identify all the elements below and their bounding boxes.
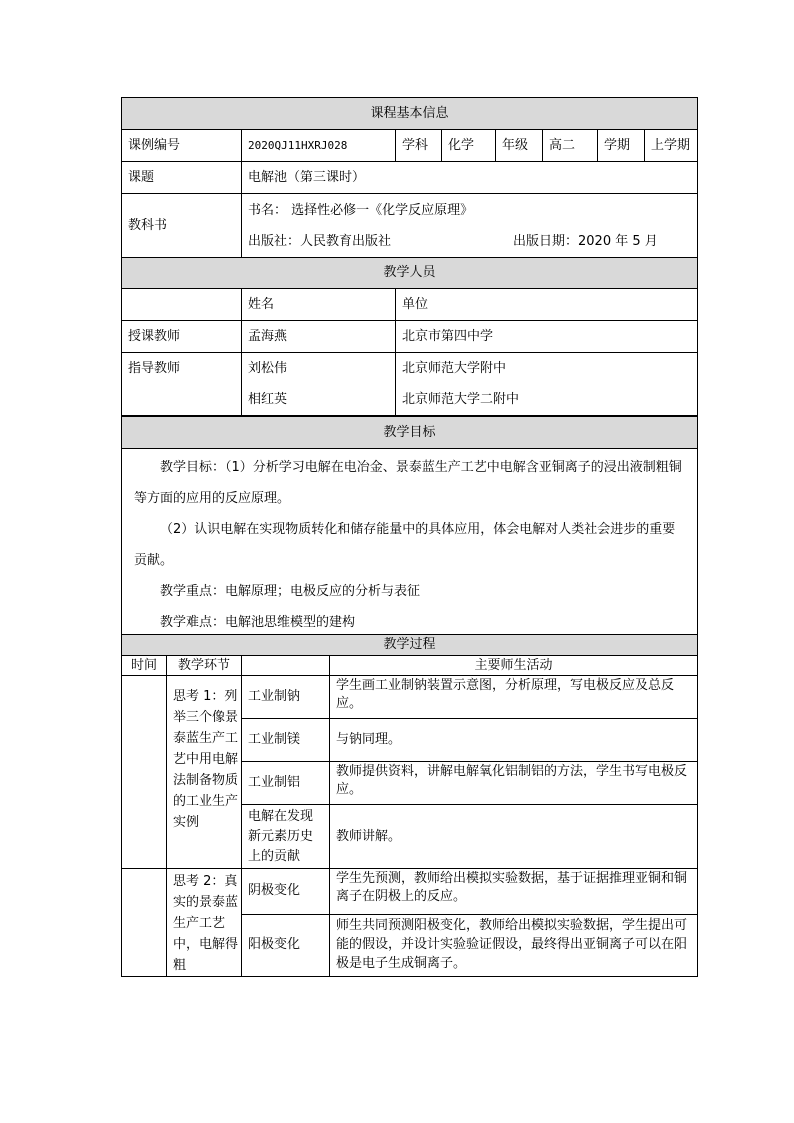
activity: 学生先预测，教师给出模拟实验数据，基于证据推理亚铜和铜离子在阴极上的反应。 [330,869,698,915]
term-label: 学期 [598,130,645,162]
grade-label: 年级 [496,130,543,162]
col-activity-header: 主要师生活动 [330,656,698,676]
col-step-header: 教学环节 [167,656,242,676]
staff-name: 孟海燕 [242,321,396,353]
subject-value: 化学 [442,130,496,162]
time-cell [122,676,167,869]
activity: 与钠同理。 [330,719,698,762]
section-process: 教学过程 [122,635,698,656]
staff-unit: 北京市第四中学 [396,321,698,353]
term-value: 上学期 [645,130,698,162]
staff-unit: 北京师范大学附中 [402,361,507,376]
course-info-table [121,97,698,258]
section-staff: 教学人员 [122,258,698,289]
section-basic-info: 课程基本信息 [122,98,698,130]
activity: 学生画工业制钠装置示意图，分析原理，写电极反应及总反应。 [330,676,698,719]
case-no-label: 课例编号 [122,130,242,162]
activity: 师生共同预测阳极变化，教师给出模拟实验数据，学生提出可能的假设，并设计实验验证假设，最终得出亚铜离子可以在阳极是电子生成铜离子。 [330,914,698,976]
staff-empty-cell [122,289,242,321]
publish-date: 出版日期：2020 年 5 月 [513,233,658,249]
book-name: 书名： 选择性必修一《化学反应原理》 [248,202,474,218]
think-step-1: 思考 1：列举三个像景泰蓝生产工艺中用电解法制备物质的工业生产实例 [167,676,242,869]
goals-table [121,416,698,642]
section-goals: 教学目标 [122,417,698,449]
time-cell [122,869,167,977]
teaching-difficulties: 教学难点：电解池思维模型的建构 [160,615,356,630]
sub-step: 电解在发现新元素历史上的贡献 [242,805,330,869]
think-step-2: 思考 2：真实的景泰蓝生产工艺中，电解得粗 [167,869,242,977]
case-no-value: 2020QJ11HXRJ028 [242,130,396,162]
sub-step: 工业制铝 [242,762,330,805]
process-table [121,634,698,977]
col-sub-header [242,656,330,676]
staff-table [121,257,698,416]
grade-value: 高二 [543,130,598,162]
activity: 教师讲解。 [330,805,698,869]
textbook-label: 教科书 [122,194,242,258]
sub-step: 工业制镁 [242,719,330,762]
staff-unit-header: 单位 [396,289,698,321]
sub-step: 阳极变化 [242,914,330,976]
sub-step: 工业制钠 [242,676,330,719]
teaching-key-points: 教学重点：电解原理；电极反应的分析与表征 [160,584,421,599]
activity: 教师提供资料，讲解电解氧化铝制铝的方法，学生书写电极反应。 [330,762,698,805]
goal-paragraph-2: （2）认识电解在实现物质转化和储存能量中的具体应用，体会电解对人类社会进步的重要贡献。 [134,522,676,568]
publisher: 出版社：人民教育出版社 [248,233,392,249]
subject-label: 学科 [396,130,442,162]
staff-name: 相红英 [248,392,288,407]
col-time-header: 时间 [122,656,167,676]
staff-unit: 北京师范大学二附中 [402,392,520,407]
staff-role: 指导教师 [122,353,242,416]
staff-role: 授课教师 [122,321,242,353]
sub-step: 阴极变化 [242,869,330,915]
topic-value: 电解池（第三课时） [242,162,698,194]
topic-label: 课题 [122,162,242,194]
staff-name-header: 姓名 [242,289,396,321]
staff-name: 刘松伟 [248,361,288,376]
goal-paragraph-1: 教学目标：（1）分析学习电解在电冶金、景泰蓝生产工艺中电解含亚铜离子的浸出液制粗铜等方面的应用的反应原理。 [134,460,682,506]
